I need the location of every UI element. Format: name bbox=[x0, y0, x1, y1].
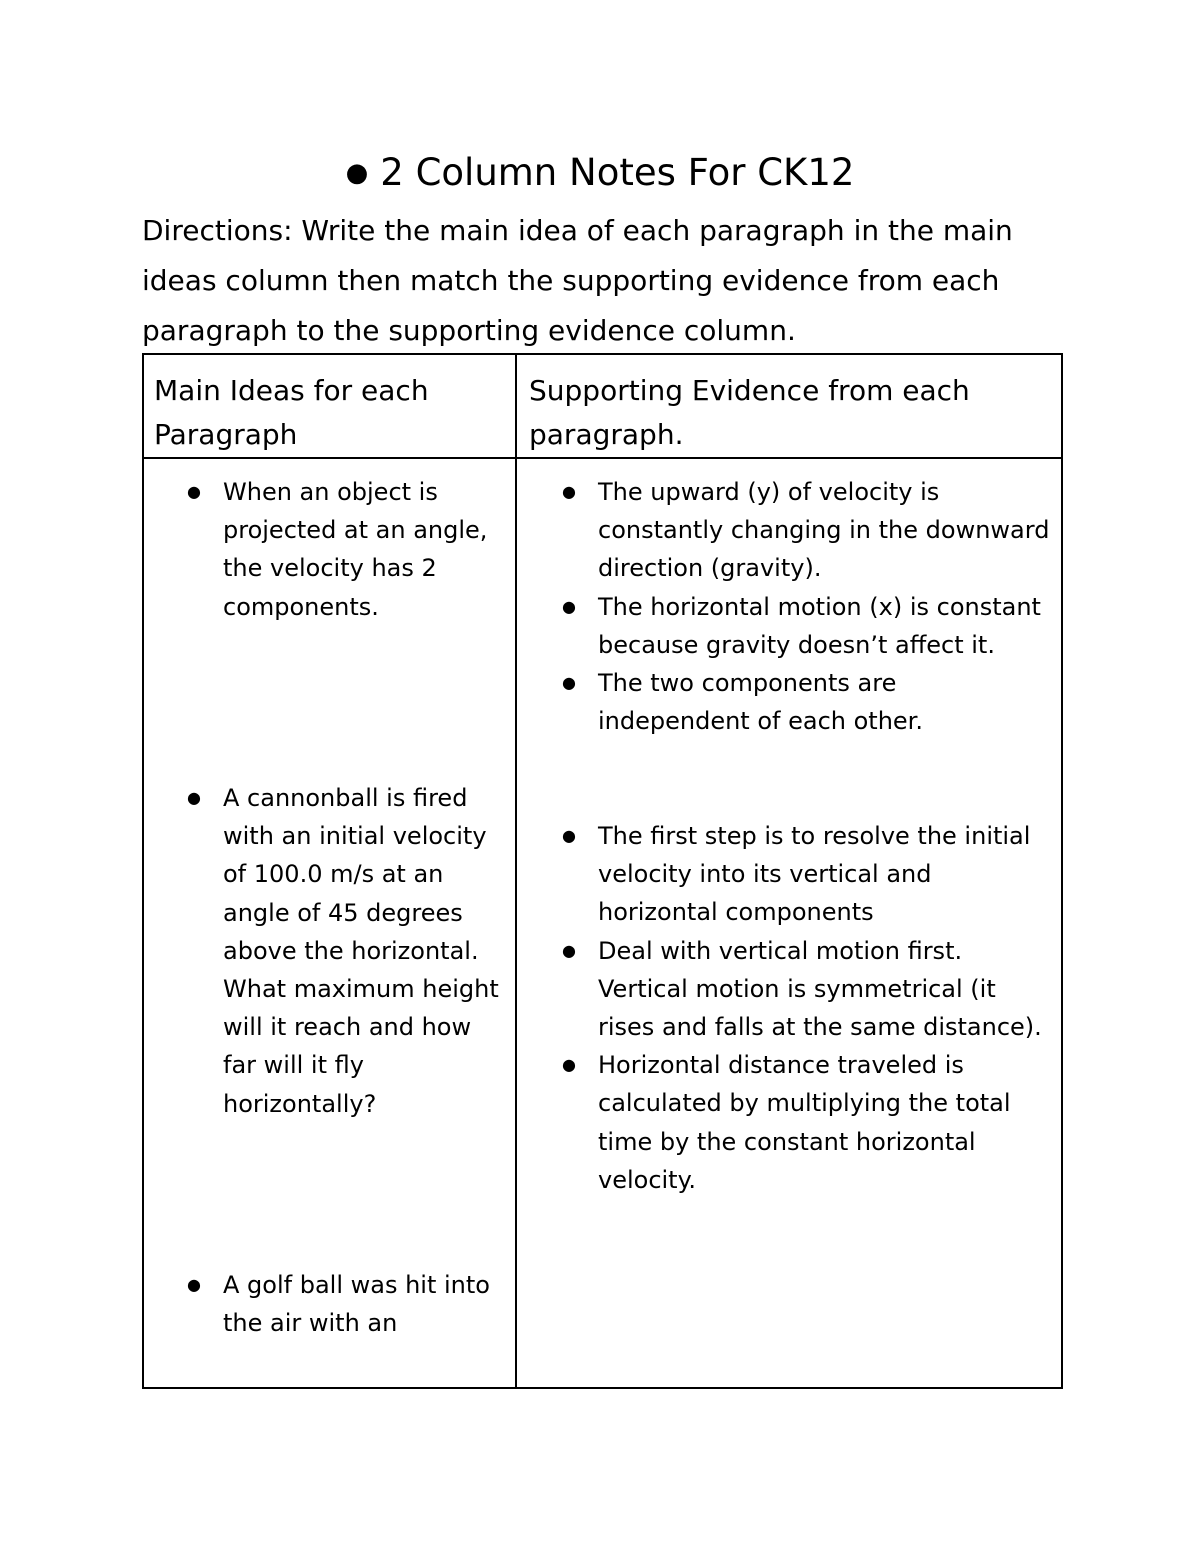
list-item bbox=[144, 1266, 509, 1342]
page-title bbox=[0, 148, 1200, 198]
supporting-evidence-cell bbox=[516, 458, 1062, 1388]
evidence-text: Horizontal distance traveled is calculated by multiplying the total time by the constant horizontal velocity. bbox=[598, 1051, 1011, 1194]
bullet-icon: ● bbox=[562, 826, 576, 845]
bullet-icon: ● bbox=[562, 673, 576, 693]
header-main-ideas: Main Ideas for each Paragraph bbox=[143, 354, 516, 458]
bullet-icon: ● bbox=[187, 1275, 201, 1294]
header-supporting-evidence: Supporting Evidence from each paragraph. bbox=[516, 354, 1062, 458]
list-item bbox=[517, 932, 1055, 1047]
evidence-text: Deal with vertical motion first. Vertical motion is symmetrical (it rises and falls at the same distance). bbox=[598, 936, 1042, 1042]
list-item bbox=[517, 817, 1055, 932]
bullet-icon: ● bbox=[562, 596, 576, 616]
evidence-group-2 bbox=[517, 817, 1055, 1199]
table-row bbox=[143, 458, 1062, 1388]
evidence-group-1 bbox=[517, 473, 1055, 817]
evidence-text: The first step is to resolve the initial velocity into its vertical and horizontal components bbox=[598, 822, 1031, 927]
main-idea-text: A cannonball is fired with an initial velocity of 100.0 m/s at an angle of 45 degrees above the horizontal. What maximum height will it reach and how far will it fly horizontally? bbox=[223, 784, 499, 1118]
evidence-text: The upward (y) of velocity is constantly changing in the downward direction (gravity). bbox=[598, 478, 1050, 583]
main-idea-group-1 bbox=[144, 473, 509, 779]
main-idea-group-3 bbox=[144, 1266, 509, 1342]
list-item bbox=[144, 473, 509, 626]
bullet-icon: ● bbox=[562, 1055, 576, 1075]
bullet-icon: ● bbox=[562, 940, 576, 960]
evidence-text: The two components are independent of each other. bbox=[598, 669, 923, 736]
list-item bbox=[517, 473, 1055, 588]
bullet-icon: ● bbox=[187, 482, 201, 501]
list-item bbox=[517, 1046, 1055, 1199]
evidence-text: The horizontal motion (x) is constant because gravity doesn’t affect it. bbox=[598, 592, 1041, 659]
main-idea-text: When an object is projected at an angle, the velocity has 2 components. bbox=[223, 478, 488, 621]
table-header-row bbox=[143, 354, 1062, 458]
directions-text: Directions: Write the main idea of each paragraph in the main ideas column then match the supporting evidence from each paragraph to the supporting evidence column. bbox=[142, 214, 1013, 347]
title-bullet-icon: ● bbox=[345, 158, 369, 188]
main-idea-text: A golf ball was hit into the air with an bbox=[223, 1271, 490, 1338]
list-item bbox=[517, 588, 1055, 664]
page-title-text: 2 Column Notes For CK12 bbox=[380, 151, 855, 194]
main-ideas-cell bbox=[143, 458, 516, 1388]
two-column-notes-table bbox=[142, 353, 1063, 1389]
bullet-icon: ● bbox=[562, 482, 576, 501]
bullet-icon: ● bbox=[187, 788, 201, 807]
list-item bbox=[517, 664, 1055, 740]
main-idea-group-2 bbox=[144, 779, 509, 1266]
list-item bbox=[144, 779, 509, 1123]
